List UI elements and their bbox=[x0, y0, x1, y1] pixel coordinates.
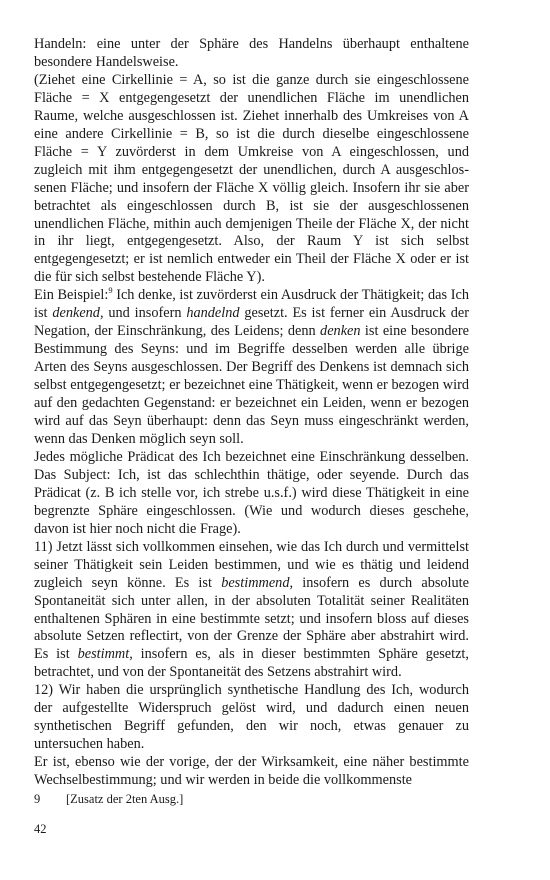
paragraph bbox=[34, 539, 469, 683]
footnote-text: [Zusatz der 2ten Ausg.] bbox=[66, 792, 184, 806]
paragraph bbox=[34, 682, 469, 754]
text-run: , und insofern bbox=[99, 305, 187, 322]
text-run: Jedes mögliche Prädicat des Ich bezeichnet eine Einschränkung desselben. Das Subject: Ich, ist das schlechthin thätige, oder seyende. Durch das Prädicat (z. B ich stelle vor, ich strebe u.s.f.) wird diese Thätigkeit in eine begrenzte Sphäre eingeschlossen. (Wie und wodurch dieses geschehe, davon ist hier noch nicht die Frage). bbox=[34, 448, 469, 537]
paragraph bbox=[34, 449, 469, 539]
paragraph bbox=[34, 36, 469, 72]
italic-text: denkend bbox=[52, 305, 100, 322]
text-run: , insofern es, als in dieser bestimmten Sphäre gesetzt, betrachtet, und von der Spontaneität des Setzens abstrahirt wird. bbox=[34, 646, 469, 681]
text-run: ist eine besondere Bestimmung des Seyns: und im Begriffe desselben werden alle übrige Arten des Seyns ausgeschlossen. Der Begriff des Denkens ist demnach sich selbst entgegengesetzt; er bezeichnet eine Thätigkeit, wenn er bezogen wird auf den gedachten Gegenstand: er bezeichnet ein Leiden, wenn er bezogen wird auf das Seyn überhaupt: denn das Seyn muss eingeschränkt werden, wenn das Denken möglich seyn soll. bbox=[34, 323, 470, 447]
page-body bbox=[34, 36, 469, 790]
italic-text: denken bbox=[320, 323, 361, 340]
text-run: Ich denke, ist zuvörderst ein Ausdruck der Thätigkeit; das Ich ist bbox=[34, 287, 469, 322]
footnote-reference: 9 bbox=[108, 285, 113, 296]
footnote-number: 9 bbox=[34, 792, 41, 806]
paragraph bbox=[34, 754, 469, 790]
italic-text: bestimmend bbox=[221, 574, 290, 591]
text-run: gesetzt. Es ist ferner ein Ausdruck der Negation, der Einschränkung, des Leidens; denn bbox=[34, 305, 469, 340]
italic-text: bestimmt bbox=[77, 646, 130, 663]
paragraph bbox=[34, 287, 469, 449]
footnote bbox=[34, 792, 469, 807]
text-run: Handeln: eine unter der Sphäre des Handelns überhaupt enthaltene besondere Handelsweise. bbox=[34, 36, 469, 70]
page-number: 42 bbox=[34, 822, 47, 836]
paragraph bbox=[34, 72, 469, 287]
text-run: (Ziehet eine Cirkellinie = A, so ist die ganze durch sie eingeschlossene Fläche = X entgegengesetzt der unendlichen Fläche im unendlichen Raume, welche ausgeschlossen ist. Ziehet innerhalb des Umkreises von A eine andere Cirkellinie = B, so ist die durch dieselbe eingeschlossene Fläche = Y zuvörderst in dem Umkreise von A eingeschlossen, und zugleich mit ihm entgegengesetzt der unendlichen, durch A ausgeschlossenen Fläche; und insofern der Fläche X völlig gleich. Insofern ihr sie aber betrachtet als eingeschlossen durch B, ist sie der ausgeschlossenen unendlichen Fläche, mithin auch demjenigen Theile der Fläche X, der nicht in ihr liegt, entgegengesetzt. Also, der Raum Y ist sich selbst entgegengesetzt; er ist nemlich entweder ein Theil der Fläche X oder er ist die für sich selbst bestehende Fläche Y). bbox=[34, 71, 469, 286]
text-run: 12) Wir haben die ursprünglich synthetische Handlung des Ich, wodurch der aufgestellte Widerspruch gelöst wird, und dadurch einen neuen synthetischen Begriff gefunden, den wir noch, etwas genauer zu untersuchen haben. bbox=[34, 682, 469, 753]
italic-text: handelnd bbox=[186, 305, 240, 322]
body-text bbox=[34, 36, 469, 790]
text-run: 11) Jetzt lässt sich vollkommen einsehen, wie das Ich durch und vermittelst seiner Thätigkeit sein Leiden bestimmen, und wie es thätig und leidend zugleich seyn könne. Es ist bbox=[34, 538, 469, 591]
text-run: Er ist, ebenso wie der vorige, der der Wirksamkeit, eine näher bestimmte Wechselbestimmung; und wir werden in beide die vollkommenste bbox=[34, 754, 469, 789]
text-run: , insofern es durch absolute Spontaneität sich unter allen, in der absoluten Totalität seiner Realitäten enthaltenen Sphären in eine bestimmte setzt; und insofern bloss auf dieses absolute Setzen reflectirt, von der Grenze der Sphäre aber abstrahirt wird. Es ist bbox=[34, 574, 469, 663]
text-run: Ein Beispiel: bbox=[34, 287, 109, 304]
